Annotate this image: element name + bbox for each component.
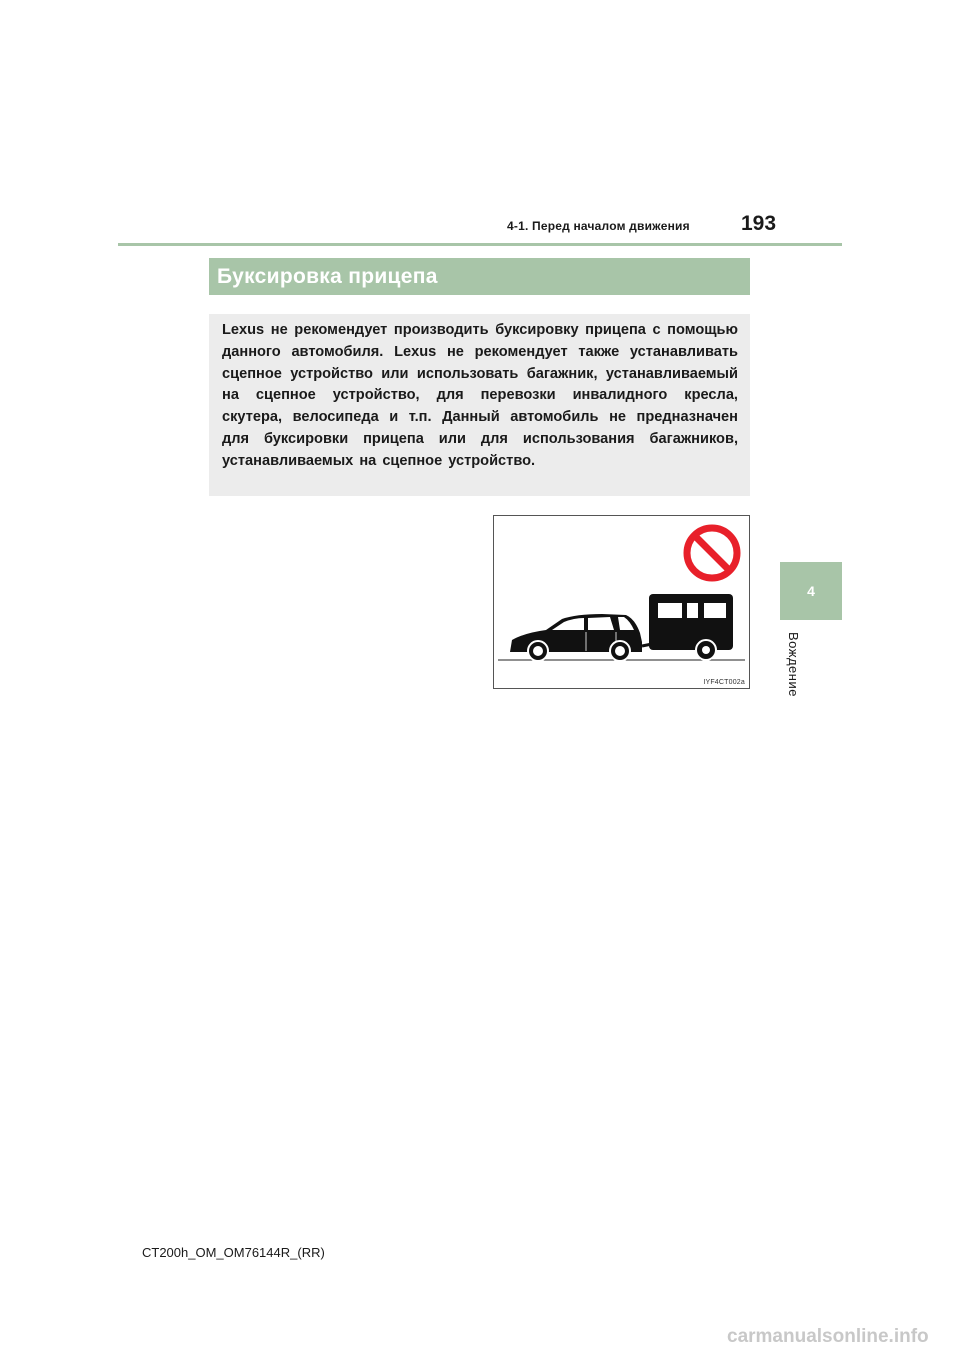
- figure-code: IYF4CT002a: [703, 679, 745, 686]
- document-id: CT200h_OM_OM76144R_(RR): [142, 1245, 325, 1260]
- towing-illustration-svg: [494, 516, 749, 688]
- section-title-bar: [209, 258, 750, 295]
- chapter-number: 4: [807, 583, 815, 599]
- section-header: 4-1. Перед началом движения: [507, 219, 690, 233]
- prohibition-sign-icon: [687, 528, 737, 578]
- header-divider: [118, 243, 842, 246]
- info-box: [209, 314, 750, 496]
- info-text: Lexus не рекомендует производить буксировку прицепа с помощью данного автомобиля. Lexus не рекомендует также устанавливать сцепное устройство или использовать багажник, устанавливаемый на сцепное устройство, для перевозки инвалидного кресла, скутера, велосипеда и т.п. Данный автомобиль не предназначен для буксировки прицепа или для использования багажников, устанавливаемых на сцепное устройство.: [222, 322, 738, 469]
- camper-trailer-icon: [649, 594, 733, 660]
- chapter-tab[interactable]: [780, 562, 842, 620]
- towing-prohibited-illustration: [493, 515, 750, 689]
- section-title: Буксировка прицепа: [217, 264, 438, 288]
- car-silhouette-icon: [510, 614, 642, 661]
- watermark: carmanualsonline.info: [727, 1326, 929, 1347]
- chapter-title: Вождение: [786, 632, 801, 697]
- page-number: 193: [741, 212, 777, 235]
